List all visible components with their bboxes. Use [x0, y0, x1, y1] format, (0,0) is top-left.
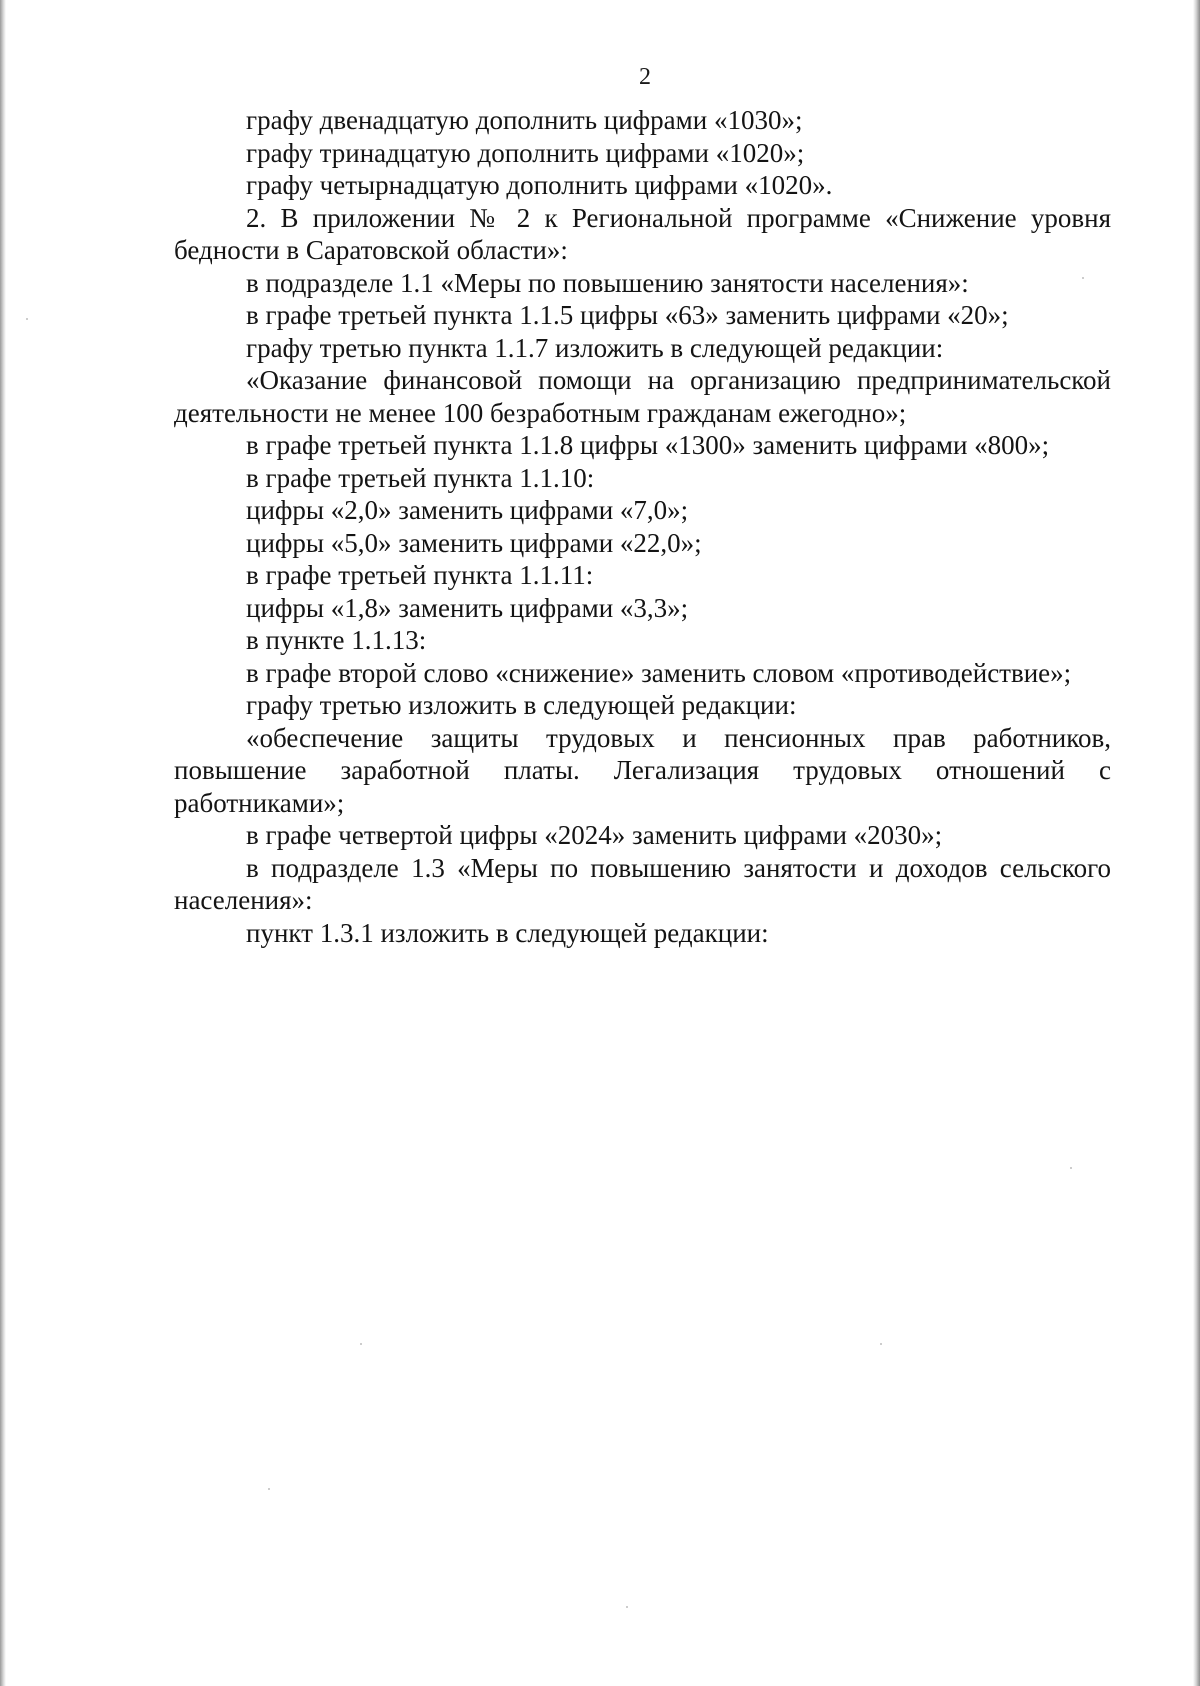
- scan-speck: [1082, 277, 1084, 279]
- scan-edge-right: [1193, 0, 1200, 1686]
- paragraph: в подразделе 1.1 «Меры по повышению занятости населения»:: [246, 267, 969, 298]
- scan-speck: [360, 1343, 362, 1345]
- paragraph: в графе третьей пункта 1.1.10:: [246, 462, 595, 493]
- scan-edge-left: [0, 0, 6, 1686]
- paragraph: в графе третьей пункта 1.1.5 цифры «63» заменить цифрами «20»;: [246, 300, 1009, 330]
- paragraph: в графе второй слово «снижение» заменить словом «противодействие»;: [246, 657, 1072, 688]
- scan-speck: [268, 1488, 270, 1490]
- scan-speck: [626, 1606, 628, 1608]
- paragraph: в пункте 1.1.13:: [246, 625, 427, 655]
- scan-speck: [26, 318, 28, 320]
- paragraph: цифры «5,0» заменить цифрами «22,0»;: [246, 527, 702, 558]
- paragraph: в графе четвертой цифры «2024» заменить цифрами «2030»;: [246, 820, 943, 850]
- paragraph: графу четырнадцатую дополнить цифрами «1020».: [246, 170, 833, 200]
- paragraph: графу третью изложить в следующей редакции:: [246, 690, 797, 720]
- paragraph: «обеспечение защиты трудовых и пенсионных прав работников, повышение заработной платы. Легализация трудовых отношений с работниками»;: [174, 722, 1111, 818]
- paragraph: графу двенадцатую дополнить цифрами «1030»;: [246, 105, 803, 135]
- document-body: [174, 104, 1111, 949]
- paragraph: графу тринадцатую дополнить цифрами «1020»;: [246, 137, 805, 168]
- paragraph: «Оказание финансовой помощи на организацию предпринимательской деятельности не менее 100 безработным гражданам ежегодно»;: [174, 365, 1111, 428]
- scan-speck: [880, 1343, 882, 1345]
- scan-speck: [1070, 1167, 1072, 1169]
- paragraph: цифры «1,8» заменить цифрами «3,3»;: [246, 592, 689, 623]
- paragraph: графу третью пункта 1.1.7 изложить в следующей редакции:: [246, 332, 944, 363]
- paragraph: в подразделе 1.3 «Меры по повышению занятости и доходов сельского населения»:: [174, 852, 1111, 915]
- paragraph: в графе третьей пункта 1.1.11:: [246, 560, 594, 590]
- paragraph: пункт 1.3.1 изложить в следующей редакции:: [246, 917, 769, 948]
- paragraph: 2. В приложении № 2 к Региональной программе «Снижение уровня бедности в Саратовской области»:: [174, 202, 1111, 265]
- paragraph: в графе третьей пункта 1.1.8 цифры «1300» заменить цифрами «800»;: [246, 430, 1050, 460]
- page-number: 2: [639, 64, 651, 90]
- paragraph: цифры «2,0» заменить цифрами «7,0»;: [246, 495, 689, 525]
